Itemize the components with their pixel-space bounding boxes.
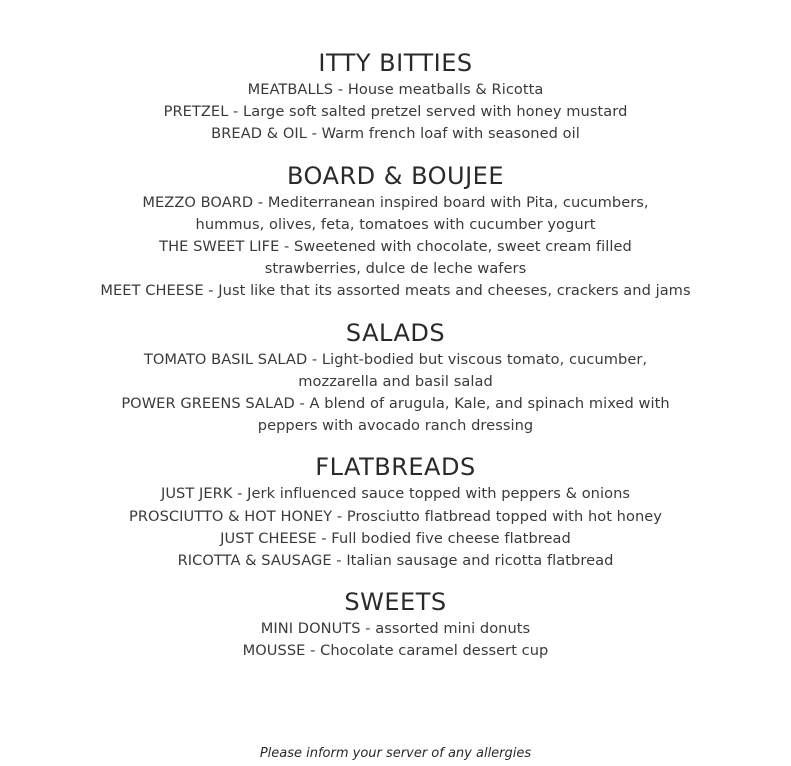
section-title: SALADS [345,318,446,347]
menu-item: POWER GREENS SALAD - A blend of arugula, Kale, and spinach mixed with peppers with avocado ranch dressing [121,395,670,435]
menu-item: JUST CHEESE - Full bodied five cheese flatbread [220,529,571,547]
item-list [0,79,791,146]
item-list [0,349,791,438]
section-title: ITTY BITTIES [318,49,473,77]
menu-item: MEATBALLS - House meatballs & Ricotta [247,81,544,98]
section-flatbreads [0,451,791,572]
menu-item: MEET CHEESE - Just like that its assorted meats and cheeses, crackers and jams [100,282,691,300]
menu-item: TOMATO BASIL SALAD - Light-bodied but viscous tomato, cucumber, mozzarella and basil salad [143,350,648,390]
section-title: FLATBREADS [315,453,476,482]
menu-item: BREAD & OIL - Warm french loaf with seasoned oil [211,125,580,143]
item-list [0,618,791,662]
menu-item: MEZZO BOARD - Mediterranean inspired board with Pita, cucumbers, hummus, olives, feta, tomatoes with cucumber yogurt [142,193,649,233]
menu-item: JUST JERK - Jerk influenced sauce topped with peppers & onions [160,485,631,503]
item-list [0,483,791,572]
menu-item: PROSCIUTTO & HOT HONEY - Prosciutto flatbread topped with hot honey [129,507,662,525]
section-title: BOARD & BOUJEE [287,161,504,190]
item-list [0,192,791,303]
menu-item: MINI DONUTS - assorted mini donuts [260,620,531,638]
menu-item: THE SWEET LIFE - Sweetened with chocolate, sweet cream filled strawberries, dulce de leche wafers [159,238,632,278]
section-title: SWEETS [344,588,447,617]
allergy-note: Please inform your server of any allergies [259,746,532,761]
section-itty-bitties [0,47,791,146]
section-sweets [0,586,791,662]
section-salads [0,317,791,438]
menu-item: MOUSSE - Chocolate caramel dessert cup [242,642,549,660]
menu-item: RICOTTA & SAUSAGE - Italian sausage and ricotta flatbread [177,552,614,570]
section-board-and-boujee [0,160,791,303]
menu-item: PRETZEL - Large soft salted pretzel served with honey mustard [163,103,628,121]
